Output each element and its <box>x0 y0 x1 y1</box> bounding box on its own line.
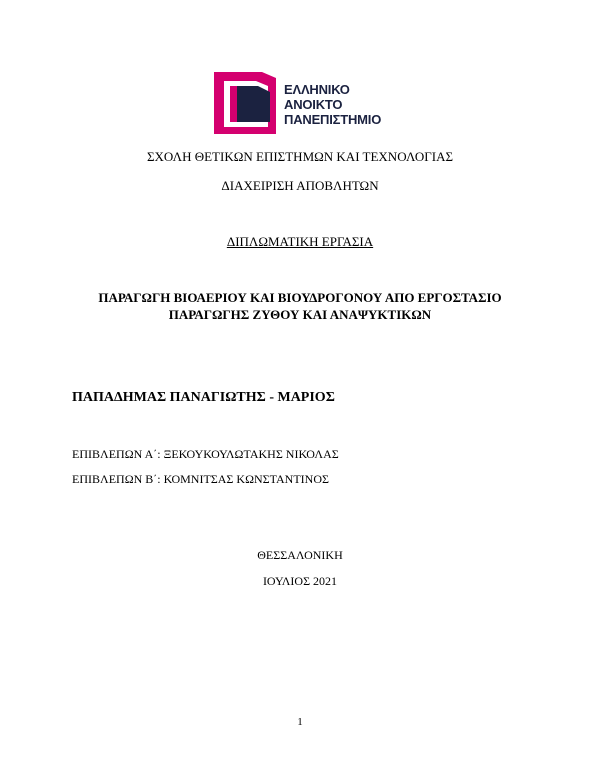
city: ΘΕΣΣΑΛΟΝΙΚΗ <box>257 548 343 562</box>
page-number: 1 <box>297 716 303 728</box>
supervisor-a: ΕΠΙΒΛΕΠΩΝ Α΄: ΞΕΚΟΥΚΟΥΛΩΤΑΚΗΣ ΝΙΚΟΛΑΣ <box>72 447 339 461</box>
thesis-title-line-1: ΠΑΡΑΓΩΓΗ ΒΙΟΑΕΡΙΟΥ ΚΑΙ ΒΙΟΥΔΡΟΓΟΝΟΥ ΑΠΟ ΕΡΓΟΣΤΑΣΙΟ <box>98 290 502 305</box>
logo-line-3: ΠΑΝΕΠΙΣΤΗΜΙΟ <box>284 112 382 127</box>
author-name: ΠΑΠΑΔΗΜΑΣ ΠΑΝΑΓΙΩΤΗΣ - ΜΑΡΙΟΣ <box>72 390 335 405</box>
university-logo-icon <box>212 70 278 136</box>
university-logo-text <box>284 82 392 127</box>
logo-line-1: ΕΛΛΗΝΙΚΟ <box>284 82 350 97</box>
document-type: ΔΙΠΛΩΜΑΤΙΚΗ ΕΡΓΑΣΙΑ <box>226 234 374 249</box>
program-name: ΔΙΑΧΕΙΡΙΣΗ ΑΠΟΒΛΗΤΩΝ <box>221 178 379 193</box>
supervisor-b: ΕΠΙΒΛΕΠΩΝ Β΄: ΚΟΜΝΙΤΣΑΣ ΚΩΝΣΤΑΝΤΙΝΟΣ <box>72 472 329 486</box>
school-name: ΣΧΟΛΗ ΘΕΤΙΚΩΝ ΕΠΙΣΤΗΜΩΝ ΚΑΙ ΤΕΧΝΟΛΟΓΙΑΣ <box>146 149 454 164</box>
logo-line-2: ΑΝΟΙΚΤΟ <box>284 97 343 112</box>
date: ΙΟΥΛΙΟΣ 2021 <box>262 574 338 588</box>
thesis-title-line-2: ΠΑΡΑΓΩΓΗΣ ΖΥΘΟΥ ΚΑΙ ΑΝΑΨΥΚΤΙΚΩΝ <box>168 307 432 322</box>
university-logo <box>212 70 392 136</box>
